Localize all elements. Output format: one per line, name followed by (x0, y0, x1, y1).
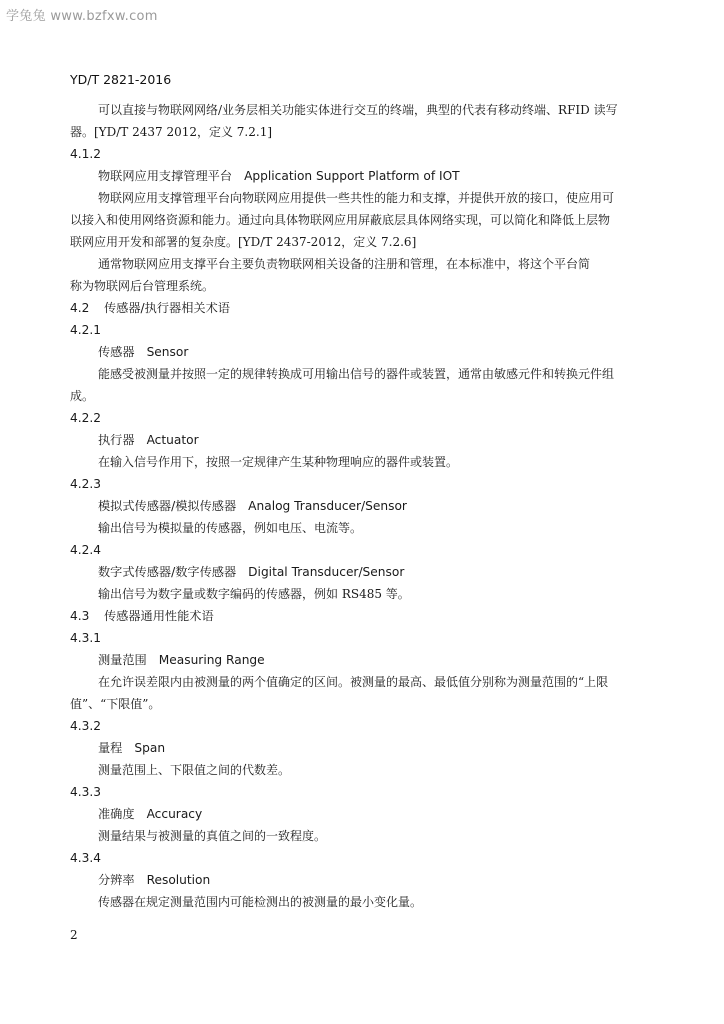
definition-line: 物联网应用支撑管理平台向物联网应用提供一些共性的能力和支撑，并提供开放的接口，使应用可 (98, 191, 615, 205)
clause-number: 4.1.2 (70, 147, 102, 161)
term-heading (70, 341, 660, 363)
clause-number: 4.2.1 (70, 323, 102, 337)
term-chinese: 量程 (98, 741, 123, 755)
term-english: Application Support Platform of IOT (244, 169, 460, 183)
term-chinese: 数字式传感器/数字传感器 (98, 565, 237, 579)
clause-number: 4.3.3 (70, 785, 102, 799)
term-english: Accuracy (146, 807, 203, 821)
definition-line: 以接入和使用网络资源和能力。通过向具体物联网应用屏蔽底层具体网络实现，可以简化和降低上层物 (70, 213, 611, 227)
paragraph: 可以直接与物联网网络/业务层相关功能实体进行交互的终端，典型的代表有移动终端、RFID 读写 (98, 103, 618, 117)
definition-line: 在输入信号作用下，按照一定规律产生某种物理响应的器件或装置。 (98, 455, 459, 469)
clause-number: 4.3.1 (70, 631, 102, 645)
term-heading (70, 649, 660, 671)
section-number: 4.2 (70, 301, 90, 315)
term-chinese: 分辨率 (98, 873, 135, 887)
section-heading (70, 297, 660, 319)
definition-line: 成。 (70, 389, 95, 403)
watermark: 学兔兔 www.bzfxw.com (6, 9, 158, 24)
section-title: 传感器/执行器相关术语 (104, 301, 230, 315)
term-chinese: 执行器 (98, 433, 135, 447)
note-line: 通常物联网应用支撑平台主要负责物联网相关设备的注册和管理，在本标准中，将这个平台简 (98, 257, 591, 271)
definition-line: 测量结果与被测量的真值之间的一致程度。 (98, 829, 327, 843)
document-id-header: YD/T 2821-2016 (70, 72, 172, 87)
clause-number: 4.3.2 (70, 719, 102, 733)
term-chinese: 模拟式传感器/模拟传感器 (98, 499, 237, 513)
term-english: Digital Transducer/Sensor (248, 565, 405, 579)
term-chinese: 准确度 (98, 807, 135, 821)
clause-number: 4.3.4 (70, 851, 102, 865)
definition-line: 输出信号为数字量或数字编码的传感器，例如 RS485 等。 (98, 587, 410, 601)
term-heading (70, 737, 660, 759)
definition-line: 值”、“下限值”。 (70, 697, 161, 711)
term-english: Analog Transducer/Sensor (248, 499, 407, 513)
term-heading (70, 429, 660, 451)
term-heading (70, 165, 660, 187)
term-english: Resolution (146, 873, 211, 887)
term-chinese: 测量范围 (98, 653, 147, 667)
paragraph-continuation: 器。[YD/T 2437 2012，定义 7.2.1] (70, 125, 273, 139)
note-line: 称为物联网后台管理系统。 (70, 279, 215, 293)
section-heading (70, 605, 660, 627)
term-chinese: 物联网应用支撑管理平台 (98, 169, 233, 183)
term-english: Measuring Range (158, 653, 265, 667)
definition-line: 联网应用开发和部署的复杂度。[YD/T 2437-2012，定义 7.2.6] (70, 235, 417, 249)
term-heading (70, 869, 660, 891)
page-number: 2 (70, 928, 78, 942)
term-heading (70, 495, 660, 517)
definition-line: 能感受被测量并按照一定的规律转换成可用输出信号的器件或装置，通常由敏感元件和转换元件组 (98, 367, 615, 381)
term-heading (70, 803, 660, 825)
definition-line: 测量范围上、下限值之间的代数差。 (98, 763, 291, 777)
clause-number: 4.2.2 (70, 411, 102, 425)
clause-number: 4.2.4 (70, 543, 102, 557)
section-number: 4.3 (70, 609, 90, 623)
term-chinese: 传感器 (98, 345, 135, 359)
section-title: 传感器通用性能术语 (104, 609, 214, 623)
term-heading (70, 561, 660, 583)
definition-line: 输出信号为模拟量的传感器，例如电压、电流等。 (98, 521, 363, 535)
document-body (70, 99, 660, 913)
definition-line: 传感器在规定测量范围内可能检测出的被测量的最小变化量。 (98, 895, 423, 909)
definition-line: 在允许误差限内由被测量的两个值确定的区间。被测量的最高、最低值分别称为测量范围的“上限 (98, 675, 609, 689)
term-english: Sensor (146, 345, 189, 359)
term-english: Actuator (146, 433, 199, 447)
term-english: Span (134, 741, 166, 755)
clause-number: 4.2.3 (70, 477, 102, 491)
